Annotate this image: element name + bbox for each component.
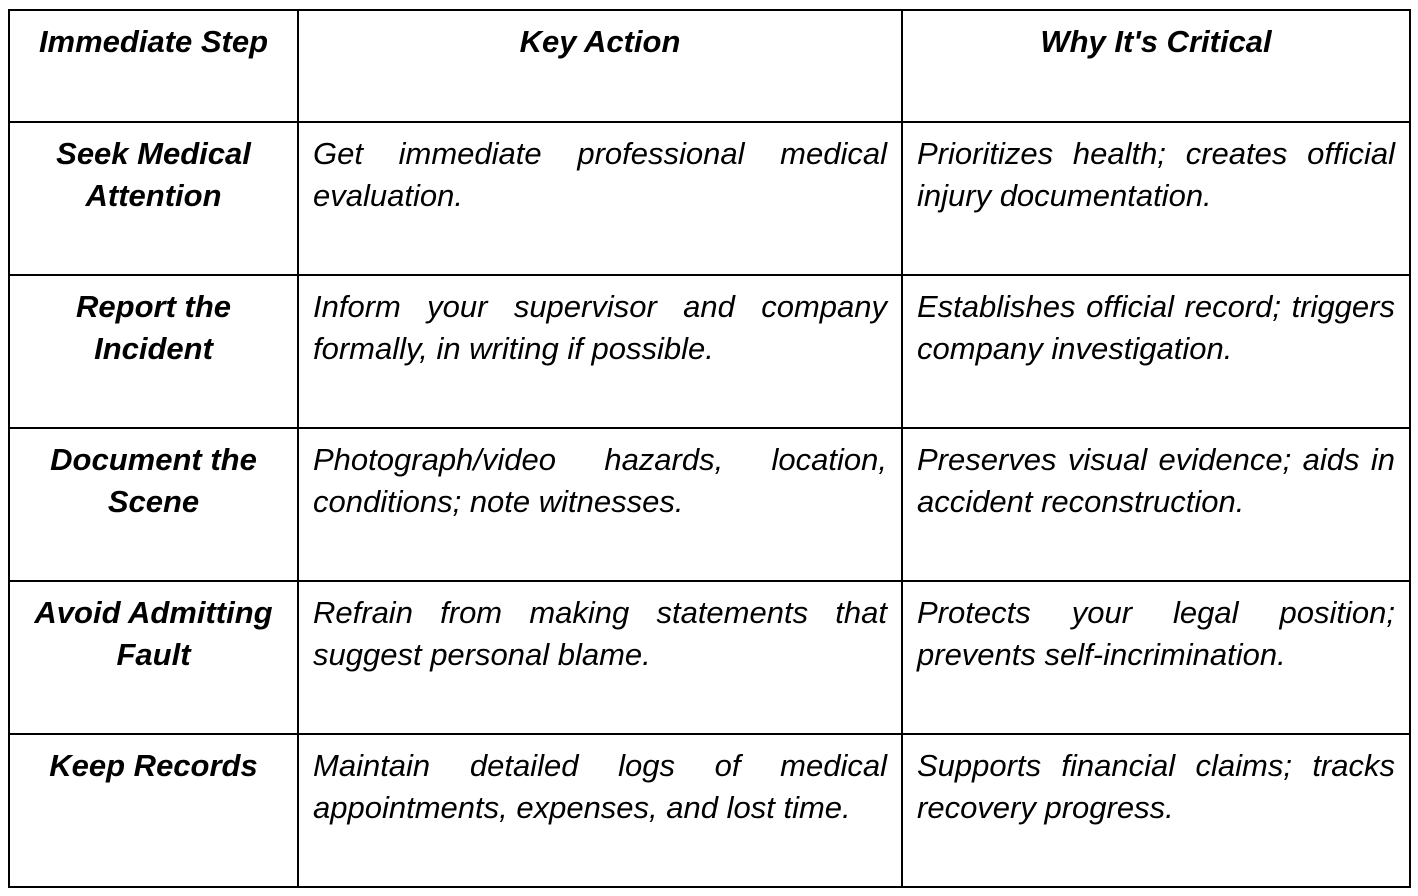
why-critical-cell: Prioritizes health; creates official injury documentation. [902,122,1410,275]
step-cell: Keep Records [9,734,298,887]
why-critical-cell: Establishes official record; triggers company investigation. [902,275,1410,428]
key-action-cell: Refrain from making statements that suggest personal blame. [298,581,902,734]
column-header-key-action: Key Action [298,10,902,122]
table-row [9,734,1410,887]
column-header-immediate-step: Immediate Step [9,10,298,122]
table-header-row [9,10,1410,122]
why-critical-cell: Preserves visual evidence; aids in accident reconstruction. [902,428,1410,581]
why-critical-cell: Supports financial claims; tracks recovery progress. [902,734,1410,887]
step-cell: Report the Incident [9,275,298,428]
table-row [9,581,1410,734]
table-row [9,275,1410,428]
step-cell: Document the Scene [9,428,298,581]
key-action-cell: Maintain detailed logs of medical appointments, expenses, and lost time. [298,734,902,887]
why-critical-cell: Protects your legal position; prevents self-incrimination. [902,581,1410,734]
table-row [9,122,1410,275]
immediate-steps-table [8,9,1411,888]
key-action-cell: Photograph/video hazards, location, conditions; note witnesses. [298,428,902,581]
step-cell: Seek Medical Attention [9,122,298,275]
column-header-why-critical: Why It's Critical [902,10,1410,122]
key-action-cell: Get immediate professional medical evaluation. [298,122,902,275]
step-cell: Avoid Admitting Fault [9,581,298,734]
key-action-cell: Inform your supervisor and company formally, in writing if possible. [298,275,902,428]
table-row [9,428,1410,581]
